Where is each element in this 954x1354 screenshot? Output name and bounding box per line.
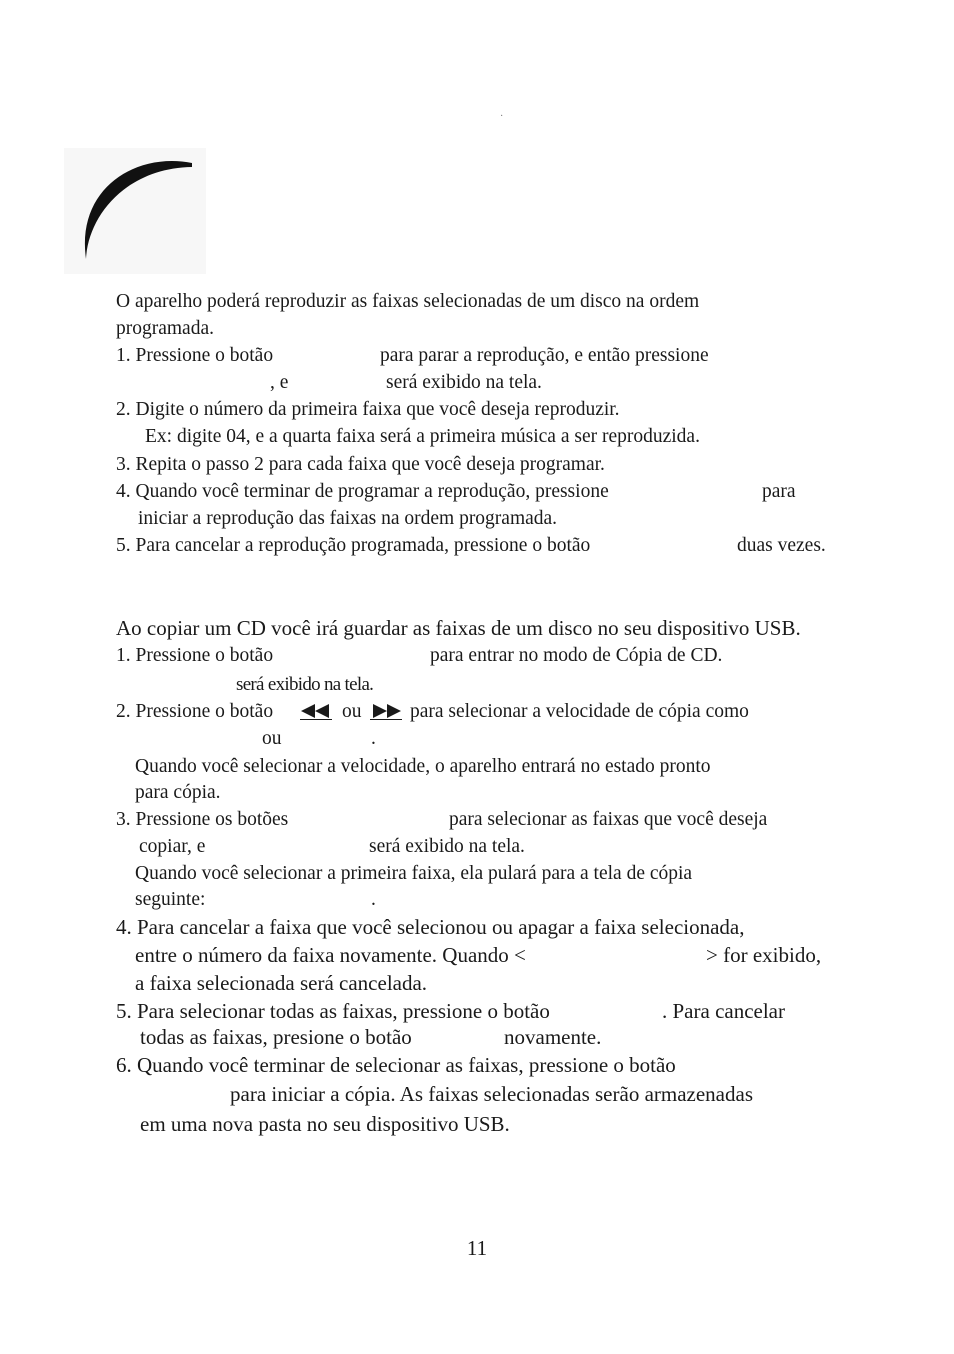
copy-step-5-d: novamente. (504, 1025, 602, 1049)
copy-step-3-a: 3. Pressione os botões (116, 809, 289, 830)
copy-step-3-c: copiar, e (139, 836, 206, 857)
program-step-2: 2. Digite o número da primeira faixa que você deseja reproduzir. (116, 399, 620, 420)
rewind-icon (300, 704, 332, 720)
copy-step-2-a: 2. Pressione o botão (116, 701, 274, 722)
program-step-5-a: 5. Para cancelar a reprodução programada, pressione o botão (116, 535, 591, 556)
copy-intro: Ao copiar um CD você irá guardar as faixas de um disco no seu dispositivo USB. (116, 616, 801, 640)
copy-step-5-a: 5. Para selecionar todas as faixas, pressione o botão (116, 999, 550, 1023)
copy-step-4-a: 4. Para cancelar a faixa que você selecionou ou apagar a faixa selecionada, (116, 915, 745, 939)
copy-step-2-f: para cópia. (135, 782, 221, 803)
copy-step-2-or: ou (342, 701, 362, 722)
program-step-1-c: , e (270, 372, 289, 393)
program-step-1-b: para parar a reprodução, e então pressione (380, 345, 709, 366)
program-step-1-d: será exibido na tela. (386, 372, 542, 393)
copy-step-2-c: ou (262, 728, 282, 749)
program-step-4-c: iniciar a reprodução das faixas na ordem programada. (138, 508, 558, 529)
program-step-4-a: 4. Quando você terminar de programar a reprodução, pressione (116, 481, 609, 502)
fast-forward-icon (370, 704, 402, 720)
program-step-1-a: 1. Pressione o botão (116, 345, 274, 366)
copy-step-4-c: > for exibido, (706, 943, 822, 967)
program-intro-line-1: O aparelho poderá reproduzir as faixas selecionadas de um disco na ordem (116, 291, 700, 312)
copy-step-2-e: Quando você selecionar a velocidade, o aparelho entrará no estado pronto (135, 756, 711, 777)
copy-step-4-b: entre o número da faixa novamente. Quando < (135, 943, 526, 967)
copy-step-6-a: 6. Quando você terminar de selecionar as faixas, pressione o botão (116, 1053, 676, 1077)
header-mark: · (500, 111, 504, 122)
copy-step-5-c: todas as faixas, presione o botão (140, 1025, 412, 1049)
copy-step-3-e: Quando você selecionar a primeira faixa, ela pulará para a tela de cópia (135, 863, 693, 884)
copy-step-2-d: . (371, 728, 376, 749)
copy-step-1-c: será exibido na tela. (236, 674, 374, 695)
program-step-4-b: para (762, 481, 796, 502)
copy-step-2-b: para selecionar a velocidade de cópia como (410, 701, 749, 722)
page-number: 11 (466, 1236, 488, 1260)
copy-step-6-c: em uma nova pasta no seu dispositivo USB. (140, 1112, 510, 1136)
crescent-logo (64, 148, 206, 274)
copy-step-4-d: a faixa selecionada será cancelada. (135, 971, 428, 995)
program-step-3: 3. Repita o passo 2 para cada faixa que você deseja programar. (116, 454, 605, 475)
copy-step-3-b: para selecionar as faixas que você deseja (449, 809, 768, 830)
copy-step-3-d: será exibido na tela. (369, 836, 525, 857)
program-intro-line-2: programada. (116, 318, 214, 339)
program-step-2-example: Ex: digite 04, e a quarta faixa será a primeira música a ser reproduzida. (145, 426, 700, 447)
copy-step-1-b: para entrar no modo de Cópia de CD. (430, 645, 723, 666)
copy-step-3-f: seguinte: (135, 889, 206, 910)
copy-step-6-b: para iniciar a cópia. As faixas selecionadas serão armazenadas (230, 1082, 753, 1106)
copy-step-1-a: 1. Pressione o botão (116, 645, 274, 666)
program-step-5-b: duas vezes. (737, 535, 826, 556)
copy-step-5-b: . Para cancelar (662, 999, 785, 1023)
copy-step-3-g: . (371, 889, 376, 910)
